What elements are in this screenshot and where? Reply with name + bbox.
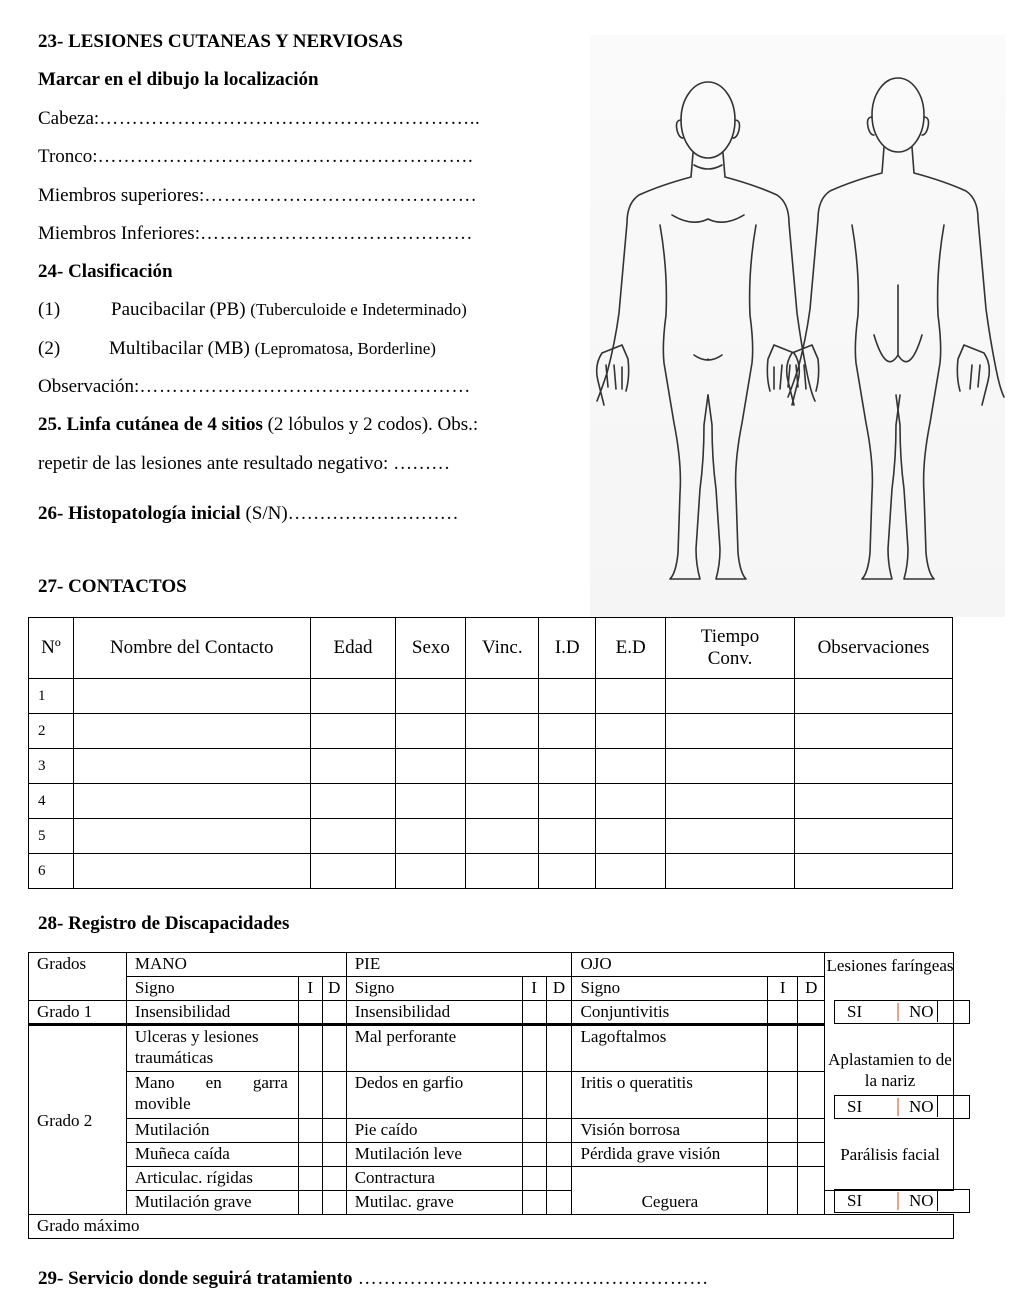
pie-contractura: Contractura — [346, 1167, 522, 1191]
pie-mutilacion-leve: Mutilación leve — [346, 1143, 522, 1167]
table-row — [29, 679, 953, 714]
section-26-title: 26- Histopatología inicial — [38, 503, 241, 524]
mano-garra-movible: Mano en garra movible — [126, 1072, 298, 1119]
ojo-ceguera: Ceguera — [572, 1167, 768, 1215]
tronco-label: Tronco: — [38, 146, 98, 167]
aplastamiento-nariz-sino[interactable] — [834, 1095, 970, 1119]
section-23-title: 23- LESIONES CUTANEAS Y NERVIOSAS — [38, 31, 403, 52]
observacion-label: Observación: — [38, 376, 140, 397]
contacts-table — [28, 617, 953, 889]
mano-i-header: I — [298, 977, 322, 1001]
section-29[interactable] — [38, 1268, 709, 1290]
field-cabeza[interactable] — [38, 108, 480, 130]
section-24-title: 24- Clasificación — [38, 261, 173, 282]
section-26[interactable] — [38, 503, 459, 525]
mark-instruction: Marcar en el dibujo la localización — [38, 69, 319, 90]
option-1-number: (1) — [38, 299, 61, 320]
ojo-iritis: Iritis o queratitis — [572, 1072, 768, 1119]
aplastamiento-nariz-label: Aplastamien to de la nariz — [828, 1050, 952, 1090]
row-number: 4 — [29, 784, 74, 819]
field-miembros-inferiores[interactable] — [38, 223, 473, 245]
row-number: 6 — [29, 854, 74, 889]
msup-fill[interactable]: …………………………………… — [204, 185, 478, 206]
table-row — [29, 714, 953, 749]
mano-mutilacion: Mutilación — [126, 1119, 298, 1143]
row-number: 5 — [29, 819, 74, 854]
si-option[interactable]: SI — [847, 1002, 863, 1021]
ojo-header: OJO — [572, 953, 825, 977]
lesiones-faringeas-label: Lesiones faríngeas — [826, 956, 954, 975]
si-option[interactable]: SI — [847, 1097, 863, 1116]
col-sexo: Sexo — [396, 618, 466, 679]
g1-ojo-conjuntivitis: Conjuntivitis — [572, 1001, 768, 1025]
field-tronco[interactable] — [38, 146, 473, 168]
section-29-title: 29- Servicio donde seguirá tratamiento — [38, 1268, 353, 1289]
option-paucibacilar[interactable] — [38, 299, 467, 321]
front-body-figure — [597, 82, 815, 579]
contacts-header-row — [29, 618, 953, 679]
ojo-d-header: D — [798, 977, 825, 1001]
cabeza-label: Cabeza: — [38, 108, 100, 129]
option-1-label: Paucibacilar (PB) (Tuberculoide e Indeterminado) — [111, 299, 467, 320]
pie-header: PIE — [346, 953, 572, 977]
ojo-i-header: I — [768, 977, 798, 1001]
paralisis-facial-sino[interactable] — [834, 1189, 970, 1213]
observacion-fill[interactable]: …………………………………………… — [139, 376, 471, 397]
cabeza-fill[interactable]: ………………………………………………….. — [99, 108, 481, 129]
table-row — [29, 749, 953, 784]
lesiones-faringeas-sino[interactable] — [834, 1000, 970, 1024]
table-row — [29, 784, 953, 819]
mano-signo-header: Signo — [126, 977, 298, 1001]
mano-articulac-rigidas: Articulac. rígidas — [126, 1167, 298, 1191]
paralisis-facial-label: Parálisis facial — [840, 1145, 940, 1164]
pie-signo-header: Signo — [346, 977, 522, 1001]
ojo-vision-borrosa: Visión borrosa — [572, 1119, 768, 1143]
minf-fill[interactable]: …………………………………… — [199, 223, 473, 244]
mano-d-header: D — [322, 977, 346, 1001]
col-nombre: Nombre del Contacto — [73, 618, 310, 679]
mano-header: MANO — [126, 953, 346, 977]
back-body-figure — [787, 78, 1004, 579]
col-numero: Nº — [29, 618, 74, 679]
col-vinc: Vinc. — [466, 618, 539, 679]
option-2-label: Multibacilar (MB) (Lepromatosa, Borderline) — [109, 338, 436, 359]
ojo-perdida-grave: Pérdida grave visión — [572, 1143, 768, 1167]
section-25 — [38, 414, 478, 436]
g1-pie-insensibilidad: Insensibilidad — [346, 1001, 522, 1025]
pie-i-header: I — [522, 977, 546, 1001]
option-multibacilar[interactable] — [38, 338, 436, 360]
grado-1-label: Grado 1 — [29, 1001, 127, 1025]
section-28-title: 28- Registro de Discapacidades — [38, 913, 290, 934]
table-row — [29, 854, 953, 889]
grados-header: Grados — [29, 953, 127, 977]
col-id: I.D — [539, 618, 596, 679]
minf-label: Miembros Inferiores: — [38, 223, 200, 244]
table-row — [29, 819, 953, 854]
mano-ulceras: Ulceras y lesiones traumáticas — [126, 1025, 298, 1072]
disabilities-table — [28, 952, 954, 1239]
pie-dedos-garfio: Dedos en garfio — [346, 1072, 522, 1119]
row-number: 3 — [29, 749, 74, 784]
col-tiempo-conv: Tiempo Conv. — [666, 618, 795, 679]
mano-mutilacion-grave: Mutilación grave — [126, 1191, 298, 1215]
grado-maximo-label: Grado máximo — [29, 1215, 299, 1239]
no-option[interactable]: NO — [909, 1191, 934, 1210]
no-option[interactable]: NO — [909, 1097, 934, 1116]
section-29-fill[interactable]: ……………………………………………… — [352, 1268, 709, 1289]
section-27-title: 27- CONTACTOS — [38, 576, 187, 597]
row-number: 1 — [29, 679, 74, 714]
row-number: 2 — [29, 714, 74, 749]
no-option[interactable]: NO — [909, 1002, 934, 1021]
col-ed: E.D — [596, 618, 666, 679]
pie-caido: Pie caído — [346, 1119, 522, 1143]
col-observaciones: Observaciones — [795, 618, 953, 679]
tronco-fill[interactable]: …………………………………………………. — [97, 146, 474, 167]
pie-mal-perforante: Mal perforante — [346, 1025, 522, 1072]
field-observacion[interactable] — [38, 376, 471, 398]
g1-mano-insensibilidad: Insensibilidad — [126, 1001, 298, 1025]
section-26-rest: (S/N)……………………… — [240, 503, 459, 524]
option-2-number: (2) — [38, 338, 61, 359]
ojo-lagoftalmos: Lagoftalmos — [572, 1025, 768, 1072]
section-25-title: 25. Linfa cutánea de 4 sitios — [38, 414, 263, 435]
pie-d-header: D — [546, 977, 572, 1001]
section-25-rest: (2 lóbulos y 2 codos). Obs.: — [262, 414, 479, 435]
mano-muneca-caida: Muñeca caída — [126, 1143, 298, 1167]
col-edad: Edad — [310, 618, 396, 679]
field-miembros-superiores[interactable] — [38, 185, 477, 207]
pie-mutilac-grave: Mutilac. grave — [346, 1191, 522, 1215]
msup-label: Miembros superiores: — [38, 185, 205, 206]
body-diagram[interactable] — [590, 35, 1005, 617]
si-option[interactable]: SI — [847, 1191, 863, 1210]
section-25-line2[interactable]: repetir de las lesiones ante resultado negativo: ……… — [38, 453, 451, 474]
ojo-signo-header: Signo — [572, 977, 768, 1001]
grado-2-label: Grado 2 — [29, 1025, 127, 1215]
